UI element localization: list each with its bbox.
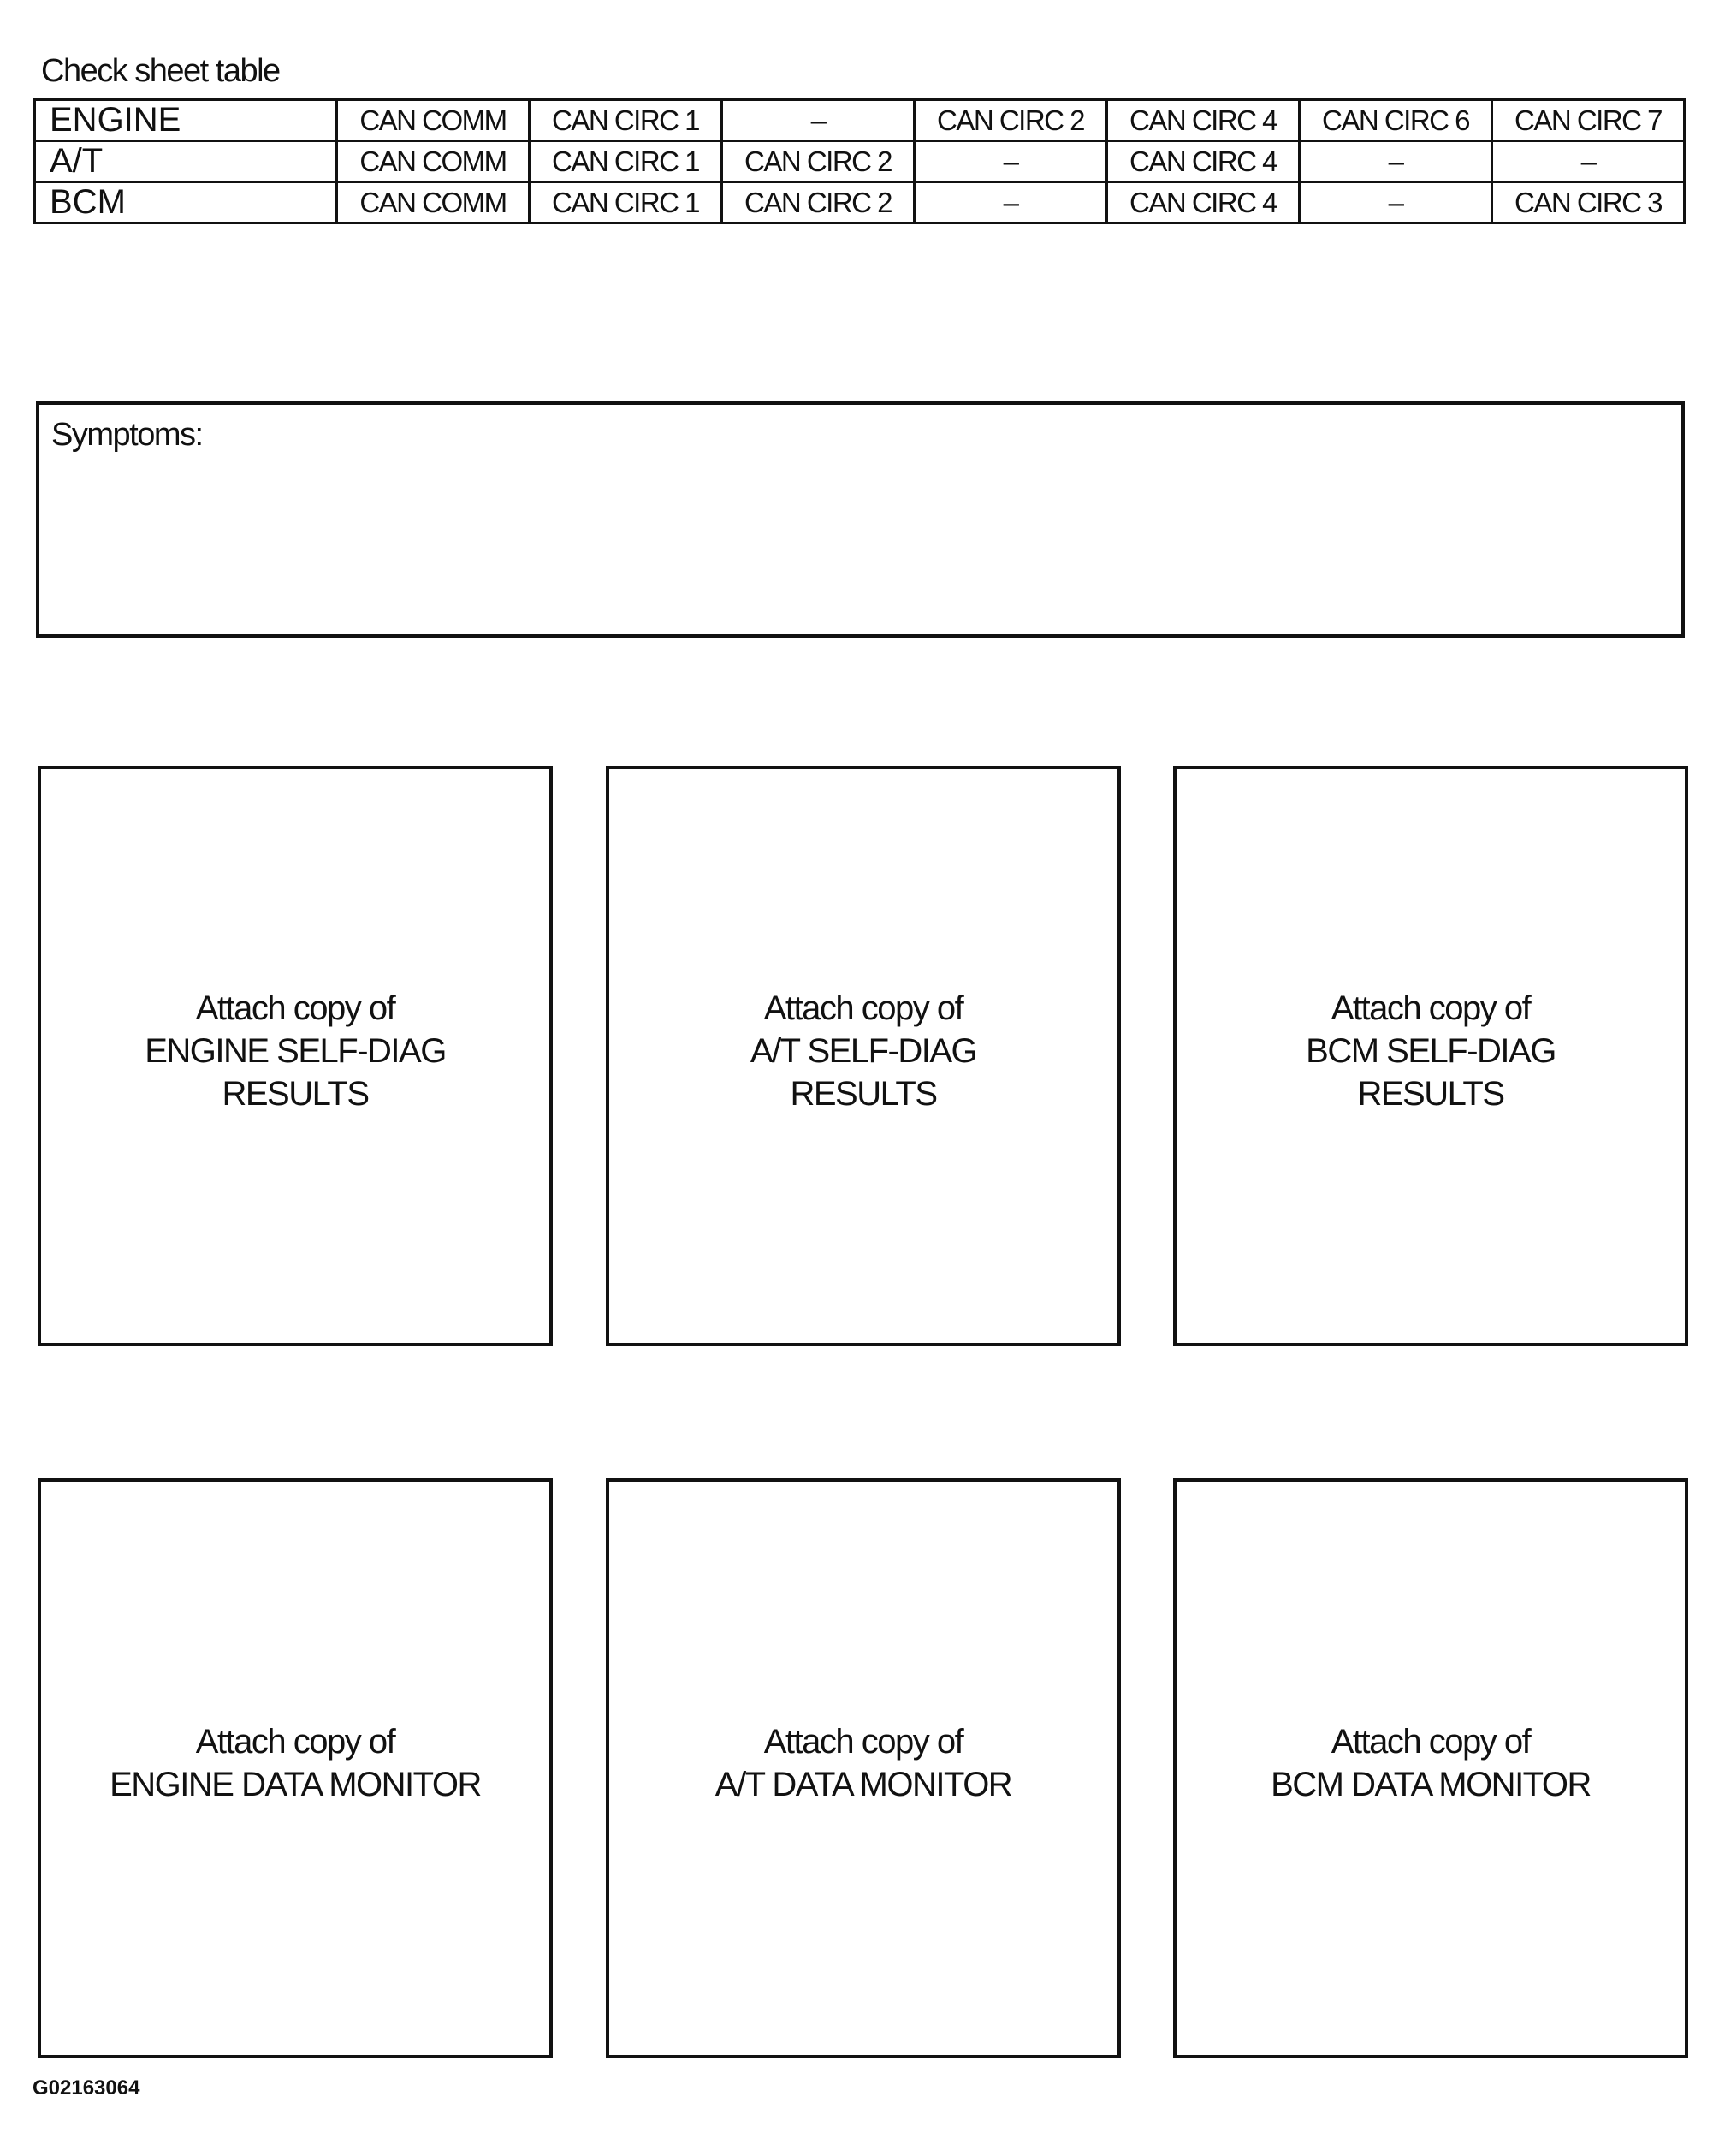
attach-line: Attach copy of (195, 989, 395, 1027)
row-label: A/T (35, 141, 337, 182)
row-label: BCM (35, 182, 337, 223)
table-cell: – (1300, 182, 1492, 223)
table-cell: CAN CIRC 1 (530, 182, 722, 223)
attach-line: RESULTS (790, 1075, 937, 1113)
table-cell: CAN CIRC 4 (1107, 141, 1300, 182)
table-cell: – (722, 100, 915, 141)
attach-line: Attach copy of (763, 1723, 963, 1761)
table-cell: – (1492, 141, 1685, 182)
check-sheet-title: Check sheet table (41, 53, 280, 89)
attach-line: BCM DATA MONITOR (1271, 1766, 1591, 1803)
attach-engine-self-diag-box (38, 766, 553, 1346)
table-cell: CAN CIRC 7 (1492, 100, 1685, 141)
attach-line: ENGINE DATA MONITOR (110, 1766, 481, 1803)
attach-line: BCM SELF-DIAG (1306, 1032, 1556, 1070)
figure-id: G02163064 (33, 2076, 140, 2100)
attach-at-data-monitor-box (606, 1478, 1121, 2058)
table-row-engine (35, 100, 1685, 141)
table-cell: CAN CIRC 2 (915, 100, 1107, 141)
table-cell: – (915, 141, 1107, 182)
table-cell: – (1300, 141, 1492, 182)
attach-line: A/T DATA MONITOR (714, 1766, 1012, 1803)
symptoms-box[interactable] (36, 401, 1685, 638)
table-cell: CAN CIRC 6 (1300, 100, 1492, 141)
table-row-at (35, 141, 1685, 182)
attach-line: Attach copy of (763, 989, 963, 1027)
attach-line: A/T SELF-DIAG (750, 1032, 977, 1070)
table-cell: CAN COMM (337, 182, 530, 223)
attach-instruction (1271, 1720, 1591, 1806)
table-cell: CAN CIRC 3 (1492, 182, 1685, 223)
table-cell: CAN CIRC 2 (722, 141, 915, 182)
table-cell: CAN COMM (337, 100, 530, 141)
attach-instruction (145, 987, 446, 1115)
table-cell: CAN CIRC 4 (1107, 182, 1300, 223)
attach-instruction (1306, 987, 1556, 1115)
row-label: ENGINE (35, 100, 337, 141)
table-cell: CAN CIRC 1 (530, 141, 722, 182)
table-cell: CAN CIRC 2 (722, 182, 915, 223)
attach-at-self-diag-box (606, 766, 1121, 1346)
table-cell: CAN COMM (337, 141, 530, 182)
check-sheet-table (33, 98, 1686, 224)
symptoms-label: Symptoms: (51, 417, 203, 453)
attach-instruction (715, 1720, 1011, 1806)
attach-line: RESULTS (222, 1075, 369, 1113)
attach-instruction (750, 987, 976, 1115)
attach-bcm-data-monitor-box (1173, 1478, 1688, 2058)
attach-engine-data-monitor-box (38, 1478, 553, 2058)
attach-line: ENGINE SELF-DIAG (145, 1032, 446, 1070)
attach-line: RESULTS (1357, 1075, 1504, 1113)
table-cell: CAN CIRC 1 (530, 100, 722, 141)
attach-line: Attach copy of (1331, 1723, 1531, 1761)
table-cell: – (915, 182, 1107, 223)
table-cell: CAN CIRC 4 (1107, 100, 1300, 141)
table-row-bcm (35, 182, 1685, 223)
attach-instruction (110, 1720, 481, 1806)
attach-bcm-self-diag-box (1173, 766, 1688, 1346)
attach-line: Attach copy of (1331, 989, 1531, 1027)
attach-line: Attach copy of (195, 1723, 395, 1761)
